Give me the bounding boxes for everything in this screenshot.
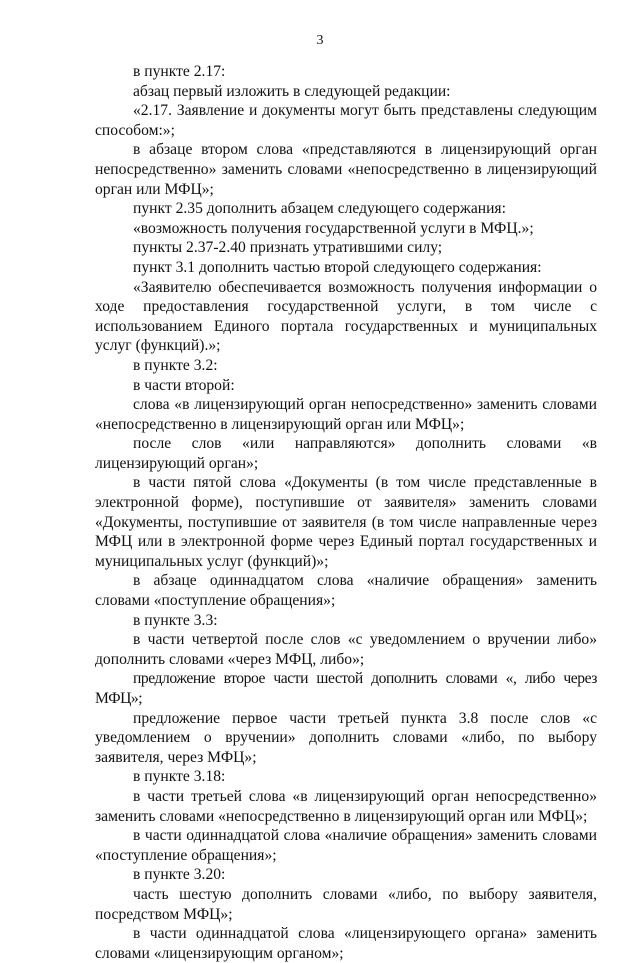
paragraph-item-3-8: предложение первое части третьей пункта 3.8 после слов «с уведомлением о вручении» дополнить словами «либо, по выбору заявителя, через МФЦ»; bbox=[95, 709, 597, 766]
paragraph-item-2-35: пункт 2.35 дополнить абзацем следующего содержания: bbox=[133, 200, 506, 218]
paragraph-replace-directly: слова «в лицензирующий орган непосредственно» заменить словами «непосредственно в лицензирующий орган или МФЦ»; bbox=[95, 396, 597, 433]
page-number: 3 bbox=[316, 33, 324, 48]
paragraph-part-six-mfc: часть шестую дополнить словами «либо, по выбору заявителя, посредством МФЦ»; bbox=[95, 885, 597, 923]
paragraph-licensing-body: в части одиннадцатой слова «лицензирующего органа» заменить словами «лицензирующим органом»; bbox=[95, 925, 597, 962]
document-body bbox=[95, 62, 597, 963]
paragraph-part-four: в части четвертой после слов «с уведомлением о вручении либо» дополнить словами «через МФЦ, либо»; bbox=[95, 631, 597, 668]
paragraph-part-five: в части пятой слова «Документы (в том числе представленные в электронной форме), поступившие от заявителя» заменить словами «Документы, поступившие от заявителя (в том числе направленные через МФЦ или в электронной форме через Единый портал государственных и муниципальных услуг (функций)»; bbox=[95, 474, 597, 570]
paragraph-part-three: в части третьей слова «в лицензирующий орган непосредственно» заменить словами «непосредственно в лицензирующий орган или МФЦ»; bbox=[95, 787, 597, 825]
paragraph-after-words: после слов «или направляются» дополнить словами «в лицензирующий орган»; bbox=[95, 435, 597, 472]
paragraph-quote-2-17: «2.17. Заявление и документы могут быть представлены следующим способом:»; bbox=[95, 102, 597, 139]
paragraph-items-2-37-2-40: пункты 2.37-2.40 признать утратившими силу; bbox=[133, 239, 443, 257]
paragraph-second-abzac-replace: в абзаце втором слова «представляются в лицензирующий орган непосредственно» заменить словами «непосредственно в лицензирующий орган или МФЦ»; bbox=[95, 141, 597, 198]
paragraph-item-3-2: в пункте 3.2: bbox=[133, 356, 218, 374]
paragraph-item-3-20: в пункте 3.20: bbox=[133, 866, 226, 884]
paragraph-item-3-1: пункт 3.1 дополнить частью второй следующего содержания: bbox=[133, 258, 542, 276]
paragraph-abzac-eleven: в абзаце одиннадцатом слова «наличие обращения» заменить словами «поступление обращения»; bbox=[95, 572, 597, 610]
paragraph-part-six: предложение второе части шестой дополнить словами «, либо через МФЦ»; bbox=[95, 670, 597, 707]
paragraph-part-eleven: в части одиннадцатой слова «наличие обращения» заменить словами «поступление обращения»; bbox=[95, 827, 597, 864]
paragraph-first-abzac-edit: абзац первый изложить в следующей редакции: bbox=[133, 82, 451, 100]
paragraph-part-two: в части второй: bbox=[133, 376, 235, 394]
paragraph-item-3-18: в пункте 3.18: bbox=[133, 768, 226, 786]
paragraph-quote-applicant: «Заявителю обеспечивается возможность получения информации о ходе предоставления государственной услуги, в том числе с использованием Единого портала государственных и муниципальных услуг (функций).»; bbox=[95, 278, 597, 355]
paragraph-item-2-17: в пункте 2.17: bbox=[133, 63, 226, 80]
paragraph-item-3-3: в пункте 3.3: bbox=[133, 611, 218, 629]
paragraph-quote-mfc: «возможность получения государственной услуги в МФЦ.»; bbox=[133, 219, 534, 237]
